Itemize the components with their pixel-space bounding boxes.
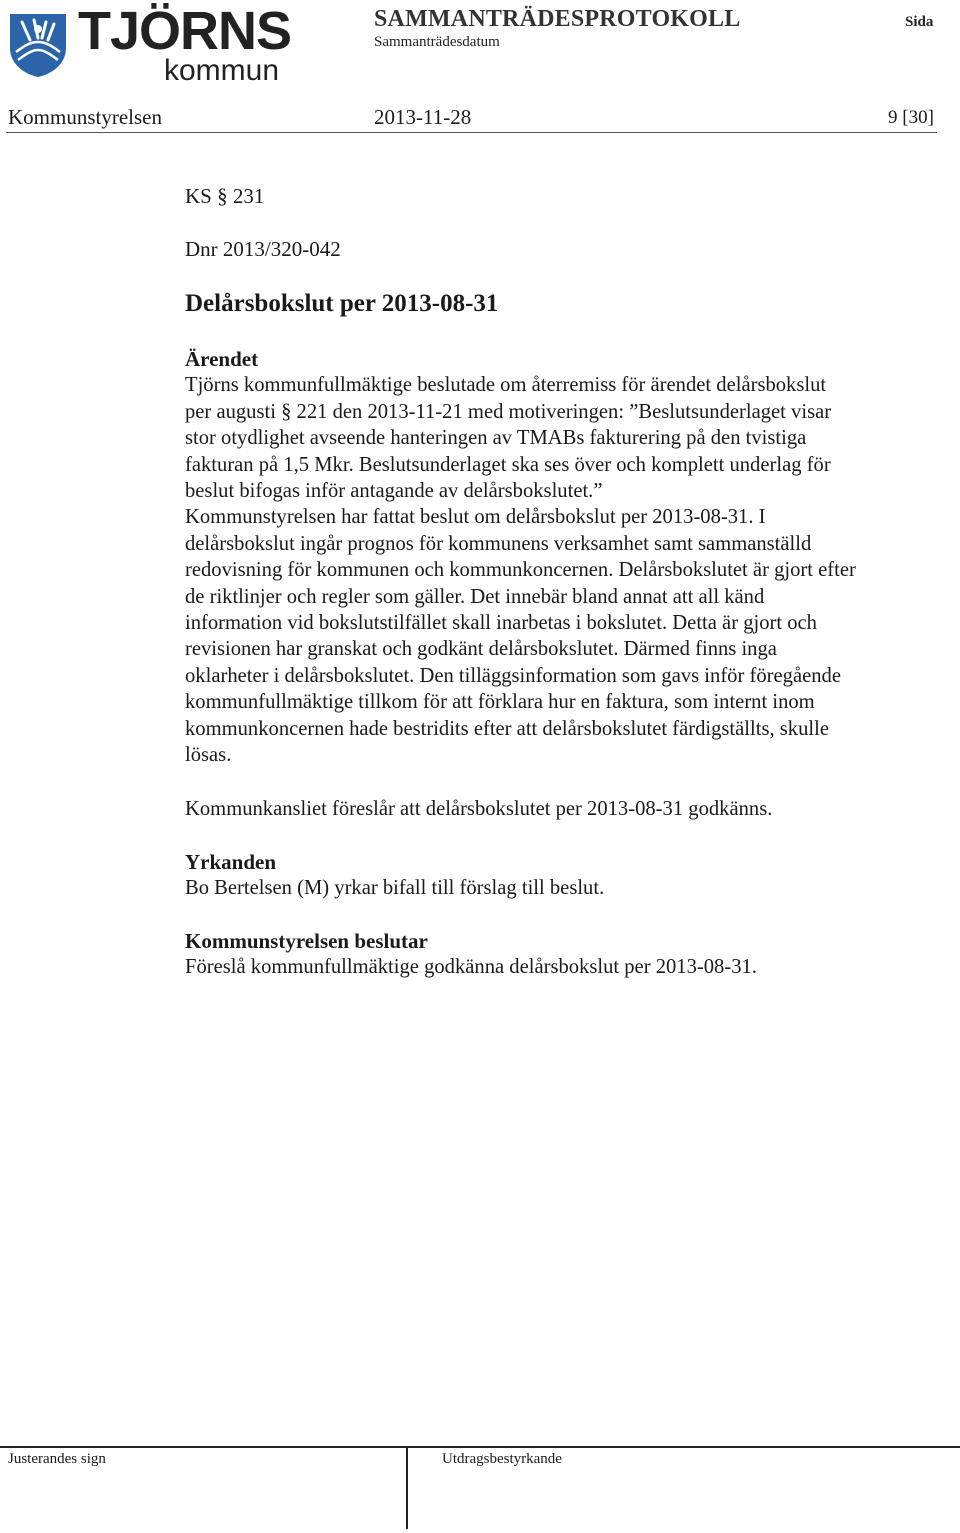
paragraph-number: KS § 231 [185, 184, 265, 208]
arendet-line: Tjörns kommunfullmäktige beslutade om återremiss för ärendet delårsbokslut [185, 374, 827, 397]
municipality-logo [8, 1, 292, 87]
meeting-date: 2013-11-28 [374, 105, 472, 129]
arendet-line: Kommunstyrelsen har fattat beslut om delårsbokslut per 2013-08-31. I [185, 506, 766, 529]
registration-number: Dnr 2013/320-042 [185, 237, 341, 261]
arendet-line: kommunkoncernen hade bestridits efter att delårsbokslutet färdigställts, skulle [185, 717, 829, 740]
page-label: Sida [905, 14, 934, 30]
section-arendet [185, 346, 945, 769]
beslut-text: Föreslå kommunfullmäktige godkänna delårsbokslut per 2013-08-31. [185, 956, 757, 979]
page-number: 9 [30] [888, 107, 934, 128]
footer-divider [0, 1446, 960, 1448]
section-yrkanden [185, 849, 945, 902]
yrkanden-text: Bo Bertelsen (M) yrkar bifall till förslag till beslut. [185, 877, 605, 900]
section-heading-beslut: Kommunstyrelsen beslutar [185, 929, 428, 953]
arendet-line: beslut bifogas inför antagande av delårsbokslutet.” [185, 480, 603, 503]
footer-certification-label: Utdragsbestyrkande [442, 1451, 562, 1467]
logo-wordmark: TJÖRNS [78, 1, 292, 61]
organ-name: Kommunstyrelsen [8, 105, 162, 129]
section-heading-arendet: Ärendet [185, 347, 259, 371]
header-divider [6, 132, 937, 133]
meeting-date-label: Sammanträdesdatum [374, 34, 500, 50]
section-beslut [185, 928, 945, 981]
section-heading-yrkanden: Yrkanden [185, 850, 277, 874]
arendet-line: kommunfullmäktige tillkom för att förklara hur en faktura, som internt inom [185, 691, 815, 714]
arendet-line: information vid bokslutstilfället skall inarbetas i bokslutet. Detta är gjort och [185, 612, 817, 635]
arendet-line: lösas. [185, 744, 232, 767]
arendet-line: de riktlinjer och regler som gäller. Det innebär bland annat att all känd [185, 585, 765, 608]
item-title: Delårsbokslut per 2013-08-31 [185, 290, 499, 317]
footer-column-divider [406, 1447, 408, 1529]
arendet-line: delårsbokslut ingår prognos för kommunens verksamhet samt sammanställd [185, 532, 812, 555]
arendet-line: revisionen har granskat och godkänt delårsbokslutet. Därmed finns inga [185, 638, 777, 661]
proposal-text: Kommunkansliet föreslår att delårsbokslutet per 2013-08-31 godkänns. [185, 798, 773, 820]
arendet-line: per augusti § 221 den 2013-11-21 med motiveringen: ”Beslutsunderlaget visar [185, 400, 832, 423]
arendet-line: stor otydlighet avseende hanteringen av TMABs fakturering på den tvistiga [185, 427, 807, 450]
municipal-shield-icon [8, 12, 68, 78]
arendet-line: oklarheter i delårsbokslutet. Den tilläggsinformation som gavs inför föregående [185, 664, 841, 687]
section-proposal [185, 796, 945, 822]
footer-signature-label: Justerandes sign [8, 1451, 106, 1467]
logo-subtitle: kommun [164, 54, 280, 87]
arendet-line: fakturan på 1,5 Mkr. Beslutsunderlaget ska ses över och komplett underlag för [185, 453, 831, 476]
document-type-title: SAMMANTRÄDESPROTOKOLL [374, 6, 741, 32]
arendet-line: redovisning för kommunen och kommunkoncernen. Delårsbokslutet är gjort efter [185, 559, 856, 582]
